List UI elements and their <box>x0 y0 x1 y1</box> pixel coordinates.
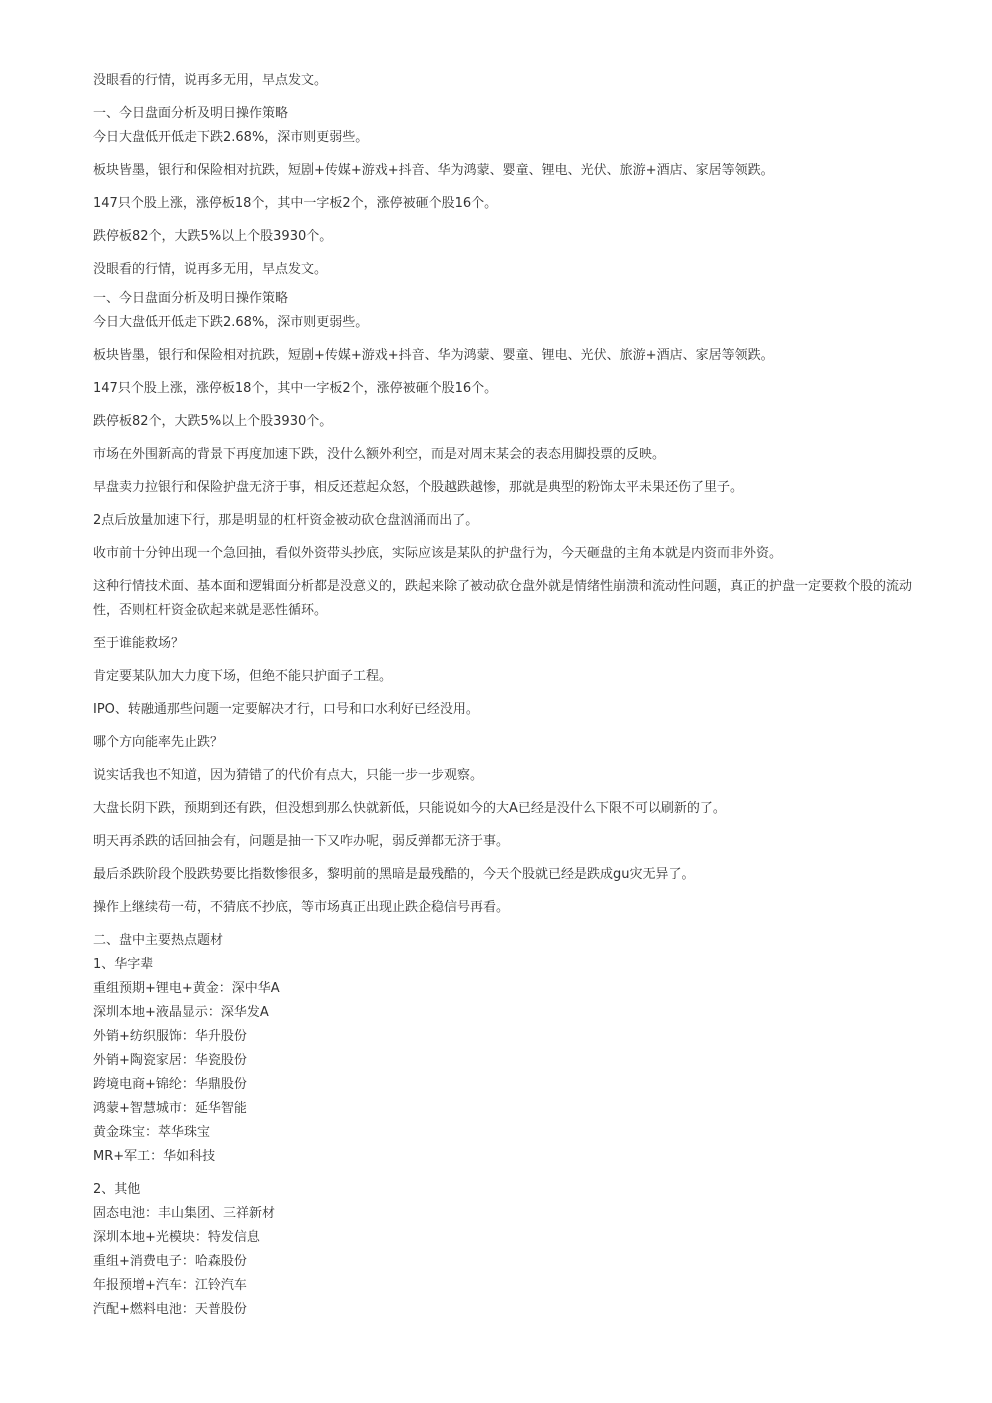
paragraph: 147只个股上涨，涨停板18个，其中一字板2个，涨停被砸个股16个。 <box>93 381 498 396</box>
paragraph: 今日大盘低开低走下跌2.68%，深市则更弱些。 <box>93 315 369 330</box>
intro-paragraph: 没眼看的行情，说再多无用，早点发文。 <box>93 73 328 88</box>
paragraph: 跌停板82个，大跌5%以上个股3930个。 <box>93 414 333 429</box>
paragraph: 没眼看的行情，说再多无用，早点发文。 <box>93 262 328 277</box>
list-item: 鸿蒙+智慧城市：延华智能 <box>93 1101 247 1116</box>
paragraph: IPO、转融通那些问题一定要解决才行，口号和口水利好已经没用。 <box>93 702 479 717</box>
paragraph: 说实话我也不知道，因为猜错了的代价有点大，只能一步一步观察。 <box>93 768 484 783</box>
hot-topics-section <box>93 929 933 1169</box>
paragraph: 明天再杀跌的话回抽会有，问题是抽一下又咋办呢，弱反弹都无济于事。 <box>93 834 510 849</box>
paragraph: 操作上继续苟一苟，不猜底不抄底，等市场真正出现止跌企稳信号再看。 <box>93 900 510 915</box>
list-item: 重组+消费电子：哈森股份 <box>93 1254 247 1269</box>
section-title: 二、盘中主要热点题材 <box>93 933 224 948</box>
paragraph: 今日大盘低开低走下跌2.68%，深市则更弱些。 <box>93 130 369 145</box>
paragraph: 最后杀跌阶段个股跌势要比指数惨很多，黎明前的黑暗是最残酷的，今天个股就已经是跌成gu灾无异了。 <box>93 867 695 882</box>
paragraph: 147只个股上涨，涨停板18个，其中一字板2个，涨停被砸个股16个。 <box>93 196 498 211</box>
group-title: 1、华字辈 <box>93 957 154 972</box>
list-item: 固态电池：丰山集团、三祥新材 <box>93 1206 276 1221</box>
list-item: 汽配+燃料电池：天普股份 <box>93 1302 247 1317</box>
group-title: 2、其他 <box>93 1182 141 1197</box>
paragraph: 2点后放量加速下行，那是明显的杠杆资金被动砍仓盘汹涌而出了。 <box>93 513 479 528</box>
list-item: 深圳本地+液晶显示：深华发A <box>93 1005 269 1020</box>
article-body <box>93 69 933 1331</box>
list-item: MR+军工：华如科技 <box>93 1149 216 1164</box>
paragraph: 早盘卖力拉银行和保险护盘无济于事，相反还惹起众怒，个股越跌越惨，那就是典型的粉饰太平未果还伤了里子。 <box>93 480 744 495</box>
section-1-heading-block-repeat <box>93 287 933 335</box>
list-item: 外销+陶瓷家居：华瓷股份 <box>93 1053 247 1068</box>
section-title: 一、今日盘面分析及明日操作策略 <box>93 106 289 121</box>
list-item: 黄金珠宝：萃华珠宝 <box>93 1125 211 1140</box>
list-item: 年报预增+汽车：江铃汽车 <box>93 1278 247 1293</box>
paragraph: 肯定要某队加大力度下场，但绝不能只护面子工程。 <box>93 669 393 684</box>
paragraph: 市场在外围新高的背景下再度加速下跌，没什么额外利空，而是对周末某会的表态用脚投票的反映。 <box>93 447 666 462</box>
paragraph: 收市前十分钟出现一个急回抽，看似外资带头抄底，实际应该是某队的护盘行为，今天砸盘的主角本就是内资而非外资。 <box>93 546 783 561</box>
list-item: 外销+纺织服饰：华升股份 <box>93 1029 247 1044</box>
section-title: 一、今日盘面分析及明日操作策略 <box>93 291 289 306</box>
list-item: 深圳本地+光模块：特发信息 <box>93 1230 260 1245</box>
list-item: 跨境电商+锦纶：华鼎股份 <box>93 1077 247 1092</box>
paragraph: 至于谁能救场？ <box>93 636 185 651</box>
paragraph: 板块皆墨，银行和保险相对抗跌，短剧+传媒+游戏+抖音、华为鸿蒙、婴童、锂电、光伏、旅游+酒店、家居等领跌。 <box>93 348 774 363</box>
list-item: 重组预期+锂电+黄金：深中华A <box>93 981 280 996</box>
paragraph: 板块皆墨，银行和保险相对抗跌，短剧+传媒+游戏+抖音、华为鸿蒙、婴童、锂电、光伏、旅游+酒店、家居等领跌。 <box>93 163 774 178</box>
paragraph: 跌停板82个，大跌5%以上个股3930个。 <box>93 229 333 244</box>
section-1-heading-block <box>93 102 933 150</box>
paragraph: 这种行情技术面、基本面和逻辑面分析都是没意义的，跌起来除了被动砍仓盘外就是情绪性崩溃和流动性问题，真正的护盘一定要救个股的流动性，否则杠杆资金砍起来就是恶性循环。 <box>93 579 913 618</box>
paragraph: 大盘长阴下跌，预期到还有跌，但没想到那么快就新低，只能说如今的大A已经是没什么下限不可以刷新的了。 <box>93 801 726 816</box>
paragraph: 哪个方向能率先止跌？ <box>93 735 224 750</box>
other-topics-group <box>93 1178 933 1322</box>
